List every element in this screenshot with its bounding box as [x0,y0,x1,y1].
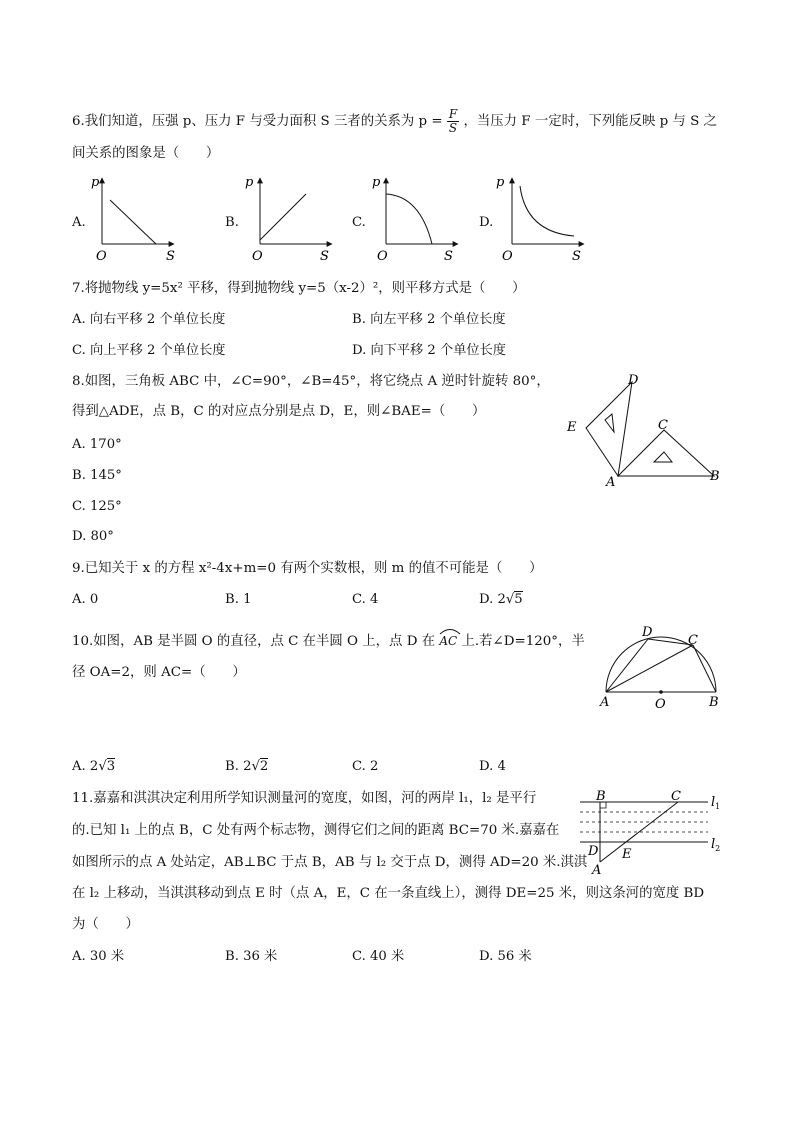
q10-label-a: A [600,695,610,710]
q6-graph-b-origin: O [252,249,263,264]
q11-option-d[interactable]: D. 56 米 [479,949,532,964]
q10-label-b: B [709,695,719,710]
q6-graph-a-axis-s: S [166,249,175,264]
q10-arc-ac [439,630,457,650]
q10-option-a[interactable] [72,758,115,776]
q8-option-c[interactable]: C. 125° [72,499,122,514]
q11-label-a: A [592,863,602,878]
q6-graph-b-axis-s: S [320,249,329,264]
q6-stem-line1 [72,108,717,135]
q10-option-c[interactable]: C. 2 [352,759,379,774]
q6-graph-c-curve [386,194,432,244]
q10-label-d: D [642,625,653,640]
q10-option-a-radicand: 3 [106,759,116,774]
q9-stem: 9.已知关于 x 的方程 x²-4x+m=0 有两个实数根，则 m 的值不可能是（ ） [72,561,543,576]
q11-label-l1: $l_1$ [711,795,721,811]
q8-label-a: A [606,475,616,490]
q11-option-b[interactable]: B. 36 米 [225,949,278,964]
q7-stem: 7.将抛物线 y=5x² 平移，得到抛物线 y=5（x-2）²，则平移方式是（ ） [72,281,526,296]
q6-option-b-label: B. [225,215,239,230]
q11-label-c: C [671,789,681,804]
q11-stem-line5: 为（ ） [72,917,139,932]
q7-option-c[interactable]: C. 向上平移 2 个单位长度 [72,343,226,358]
q8-stem-line2: 得到△ADE，点 B，C 的对应点分别是点 D，E，则∠BAE=（ ） [72,404,486,419]
q6-option-c-label: C. [352,215,366,230]
q10-label-c: C [688,633,698,648]
q7-option-a[interactable]: A. 向右平移 2 个单位长度 [72,312,226,327]
q10-label-o: O [655,697,666,712]
arc-icon [439,627,461,635]
sqrt-icon: √ [505,592,515,607]
q6-frac-numerator: F [448,107,458,121]
q6-frac-denominator: S [448,121,458,135]
q8-option-b[interactable]: B. 145° [72,468,122,483]
q11-option-c[interactable]: C. 40 米 [352,949,405,964]
q6-graph-a [92,172,182,264]
q9-option-a[interactable]: A. 0 [72,592,99,607]
q11-river-figure [578,784,728,876]
q6-graph-c-axis-p: p [372,175,381,190]
q11-label-d: D [588,844,599,859]
q6-graph-a-axis-p: p [91,175,100,190]
q9-option-d-radicand: 5 [514,592,523,607]
q6-stem-pre: 6.我们知道，压强 p、压力 F 与受力面积 S 三者的关系为 p = [72,114,443,129]
q6-graph-d-axis-p: p [496,175,505,190]
q11-label-l2: $l_2$ [711,837,721,853]
q11-label-e: E [622,847,632,862]
q7-option-b[interactable]: B. 向左平移 2 个单位长度 [352,312,506,327]
q6-graph-d-origin: O [502,249,513,264]
q10-semicircle-figure [596,622,726,714]
q6-graph-a-origin: O [96,249,107,264]
q9-option-b[interactable]: B. 1 [225,592,252,607]
q6-graph-c [372,172,466,264]
q8-label-c: C [658,418,668,433]
q8-label-d: D [628,373,639,388]
q10-stem-line2: 径 OA=2，则 AC=（ ） [72,665,246,680]
q11-option-a[interactable]: A. 30 米 [72,949,125,964]
q6-option-d-label: D. [479,215,494,230]
sqrt-icon: √ [98,759,107,774]
q8-stem-line1: 8.如图，三角板 ABC 中，∠C=90°，∠B=45°，将它绕点 A 逆时针旋转 80°， [72,374,550,389]
q10-stem-pre: 10.如图，AB 是半圆 O 的直径，点 C 在半圆 O 上，点 D 在 [72,634,436,649]
q6-formula-fraction [447,108,459,135]
q6-graph-c-origin: O [377,249,388,264]
q6-graph-b-line [260,194,306,240]
q6-graph-d-axis-s: S [572,249,581,264]
q6-graph-b [245,172,340,264]
q10-option-b-radicand: 2 [259,759,269,774]
q6-option-a-label: A. [72,215,86,230]
q6-stem-post: ，当压力 F 一定时，下列能反映 p 与 S 之 [463,114,717,129]
q6-graph-d-curve [520,186,574,236]
q11-label-b: B [596,789,606,804]
q10-option-b-coef: B. 2 [225,759,252,774]
q10-stem-line1 [72,630,585,651]
q9-option-d-coef: D. 2 [479,592,506,607]
q10-option-a-coef: A. 2 [72,759,99,774]
q11-stem-line3: 如图所示的点 A 处站定，AB⊥BC 于点 B，AB 与 l₂ 交于点 D，测得 AD=20 米.淇淇 [72,855,588,870]
sqrt-icon: √ [251,759,260,774]
q9-option-c[interactable]: C. 4 [352,592,379,607]
q10-arc-label: AC [439,634,458,648]
q8-label-b: B [710,469,720,484]
q11-stem-line4: 在 l₂ 上移动，当淇淇移动到点 E 时（点 A，E，C 在一条直线上），测得 DE=25 米，则这条河的宽度 BD [72,886,705,901]
q6-graph-b-axis-p: p [245,175,254,190]
q8-option-d[interactable]: D. 80° [72,529,114,544]
q8-triangle-figure [562,368,732,490]
q9-option-d[interactable] [479,591,523,609]
q8-option-a[interactable]: A. 170° [72,437,122,452]
q6-stem-line2: 间关系的图象是（ ） [72,146,220,161]
q7-option-d[interactable]: D. 向下平移 2 个单位长度 [352,343,506,358]
q11-stem-line2: 的.已知 l₁ 上的点 B，C 处有两个标志物，测得它们之间的距离 BC=70 米.嘉嘉在 [72,823,560,838]
q6-graph-a-line [110,200,156,244]
q8-label-e: E [567,420,577,435]
q6-graph-c-axis-s: S [444,249,453,264]
q10-stem-post: 上.若∠D=120°，半 [461,634,585,649]
q10-option-d[interactable]: D. 4 [479,759,506,774]
q6-graph-d [496,172,592,264]
q10-option-b[interactable] [225,758,268,776]
q11-stem-line1: 11.嘉嘉和淇淇决定利用所学知识测量河的宽度，如图，河的两岸 l₁，l₂ 是平行 [72,791,537,806]
